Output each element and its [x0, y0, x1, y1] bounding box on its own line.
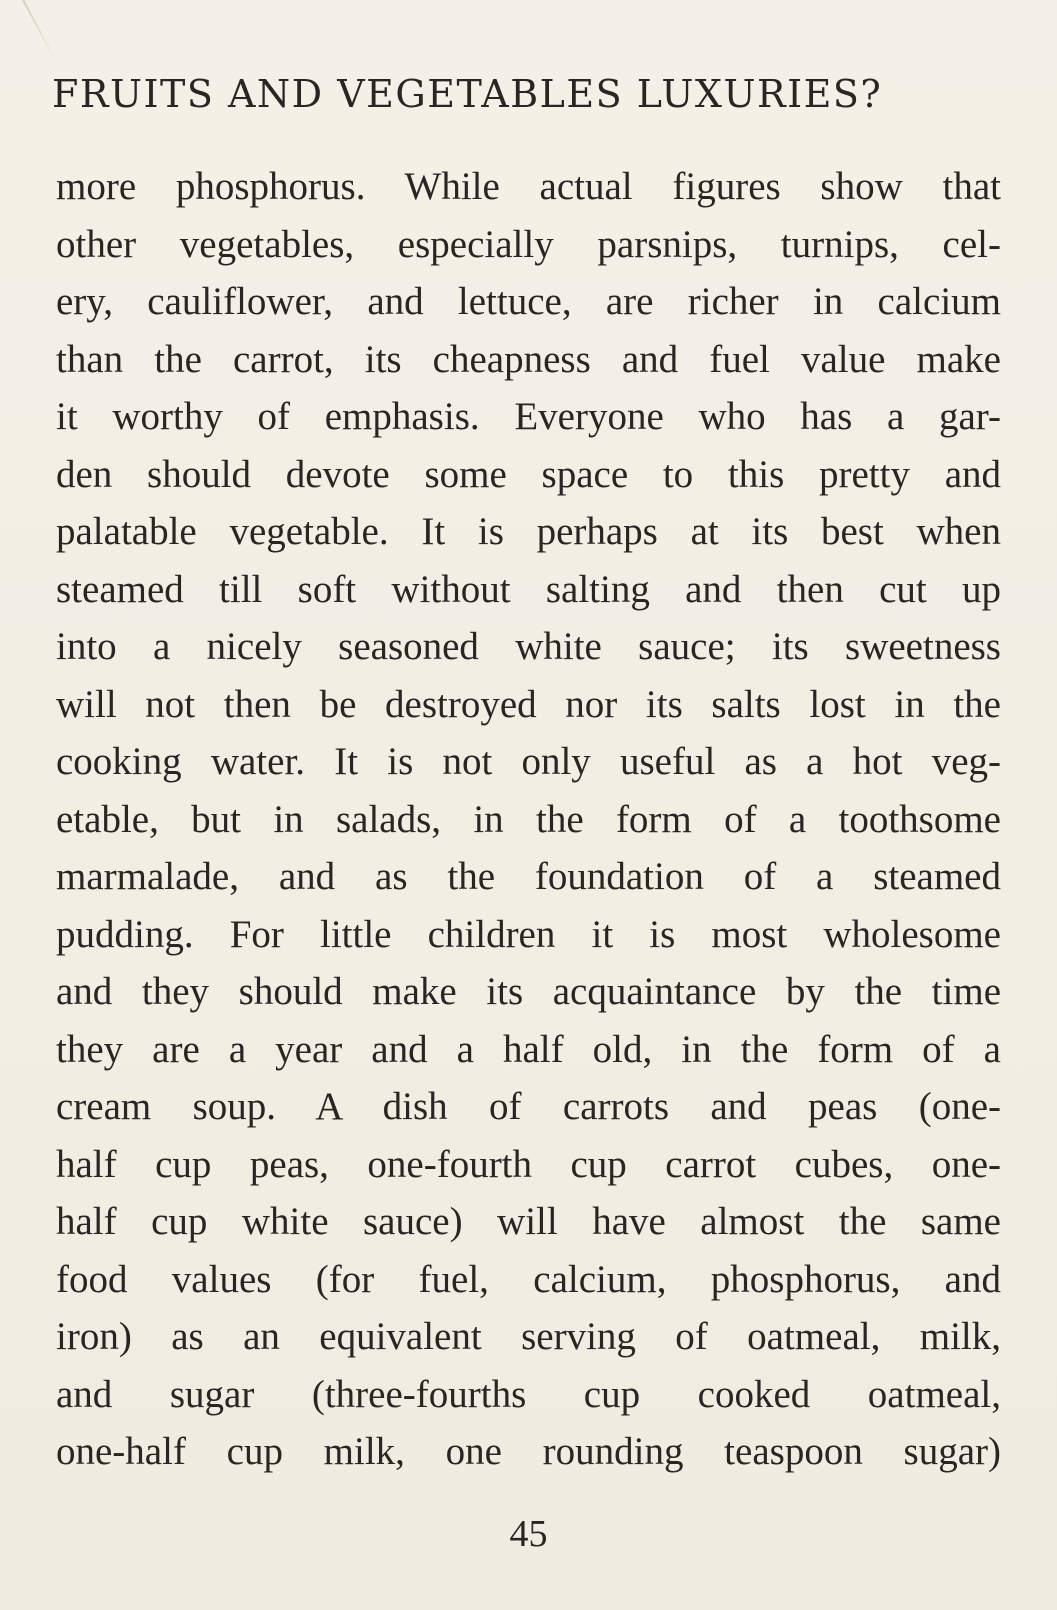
running-title: FRUITS AND VEGETABLES LUXURIES?: [52, 72, 883, 116]
text-line: marmalade, and as the foundation of a steamed: [56, 855, 1001, 898]
text-line: half cup peas, one-fourth cup carrot cubes, one-: [56, 1142, 1001, 1186]
text-line: etable, but in salads, in the form of a toothsome: [56, 797, 1001, 841]
text-line: one-half cup milk, one rounding teaspoon sugar): [56, 1430, 1001, 1473]
text-line: pudding. For little children it is most wholesome: [56, 912, 1001, 956]
text-line: food values (for fuel, calcium, phosphorus, and: [56, 1257, 1001, 1301]
text-line: iron) as an equivalent serving of oatmeal, milk,: [56, 1315, 1001, 1358]
text-line: will not then be destroyed nor its salts lost in the: [56, 682, 1001, 726]
text-line: cooking water. It is not only useful as a hot veg-: [56, 740, 1001, 783]
text-line: half cup white sauce) will have almost the same: [56, 1200, 1001, 1243]
text-line: steamed till soft without salting and then cut up: [56, 567, 1001, 611]
text-line: ery, cauliflower, and lettuce, are richer in calcium: [56, 280, 1001, 323]
text-line: palatable vegetable. It is perhaps at its best when: [56, 510, 1001, 553]
body-text: [56, 158, 1001, 1481]
text-line: other vegetables, especially parsnips, turnips, cel-: [56, 222, 1001, 266]
text-line: it worthy of emphasis. Everyone who has a gar-: [56, 395, 1001, 438]
text-line: they are a year and a half old, in the form of a: [56, 1027, 1001, 1071]
text-line: den should devote some space to this pretty and: [56, 452, 1001, 496]
text-line: cream soup. A dish of carrots and peas (one-: [56, 1085, 1001, 1128]
page-crease: [22, 0, 57, 62]
text-line: and they should make its acquaintance by the time: [56, 970, 1001, 1013]
page-number: 45: [509, 1513, 548, 1555]
text-line: and sugar (three-fourths cup cooked oatmeal,: [56, 1372, 1001, 1416]
text-line: than the carrot, its cheapness and fuel value make: [56, 337, 1001, 381]
text-line: more phosphorus. While actual figures show that: [56, 165, 1001, 208]
text-line: into a nicely seasoned white sauce; its sweetness: [56, 625, 1001, 668]
